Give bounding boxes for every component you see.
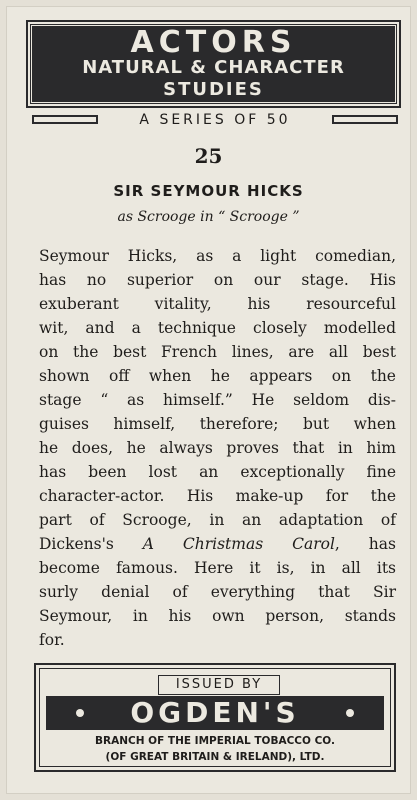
bullet-icon [76,709,84,717]
text-segment: Dickens's [39,535,143,553]
issuer-panel-inner [39,668,391,767]
text-line: has no superior on our stage. His [39,271,396,289]
bullet-icon [346,709,354,717]
text-line: Seymour Hicks, as a light comedian, [39,247,396,265]
text-line: character-actor. His make-up for the [39,487,396,505]
text-line: guises himself, therefore; but when [39,415,396,433]
decorative-bar-right [332,115,398,124]
text-line: wit, and a technique closely modelled [39,319,396,337]
text-line: stage “ as himself.” He seldom dis- [39,391,396,409]
text-line [39,532,396,556]
series-label: A SERIES OF 50 [139,112,291,128]
issuer-panel [34,663,396,772]
text-line: surly denial of everything that Sir [39,583,396,601]
brand-band [46,696,384,730]
text-line: become famous. Here it is, in all its [39,559,396,577]
text-line: exuberant vitality, his resourceful [39,295,396,313]
title-line-3: STUDIES [163,79,264,100]
text-line: has been lost an exceptionally fine [39,463,396,481]
brand-name: OGDEN'S [130,696,300,729]
text-line: part of Scrooge, in an adaptation of [39,511,396,529]
text-line: for. [39,631,65,649]
issuer-line-1: BRANCH OF THE IMPERIAL TOBACCO CO. [95,735,335,747]
text-line: on the best French lines, are all best [39,343,396,361]
book-title: A Christmas Carol [142,535,335,553]
text-line: he does, he always proves that in him [39,439,396,457]
title-line-1: ACTORS [130,25,297,60]
card-number: 25 [194,144,223,168]
actor-name: SIR SEYMOUR HICKS [113,182,304,200]
decorative-bar-left [32,115,98,124]
title-banner [29,23,398,105]
cigarette-card [6,6,411,794]
text-line: Seymour, in his own person, stands [39,607,396,625]
series-row [32,110,398,130]
description-text [39,244,396,652]
title-line-2: NATURAL & CHARACTER [82,57,345,78]
issuer-line-2: (OF GREAT BRITAIN & IRELAND), LTD. [105,751,325,763]
issued-by-label: ISSUED BY [158,675,280,695]
role-caption: as Scrooge in “ Scrooge ” [117,209,300,225]
text-segment: , has [334,535,396,553]
text-line: shown off when he appears on the [39,367,396,385]
